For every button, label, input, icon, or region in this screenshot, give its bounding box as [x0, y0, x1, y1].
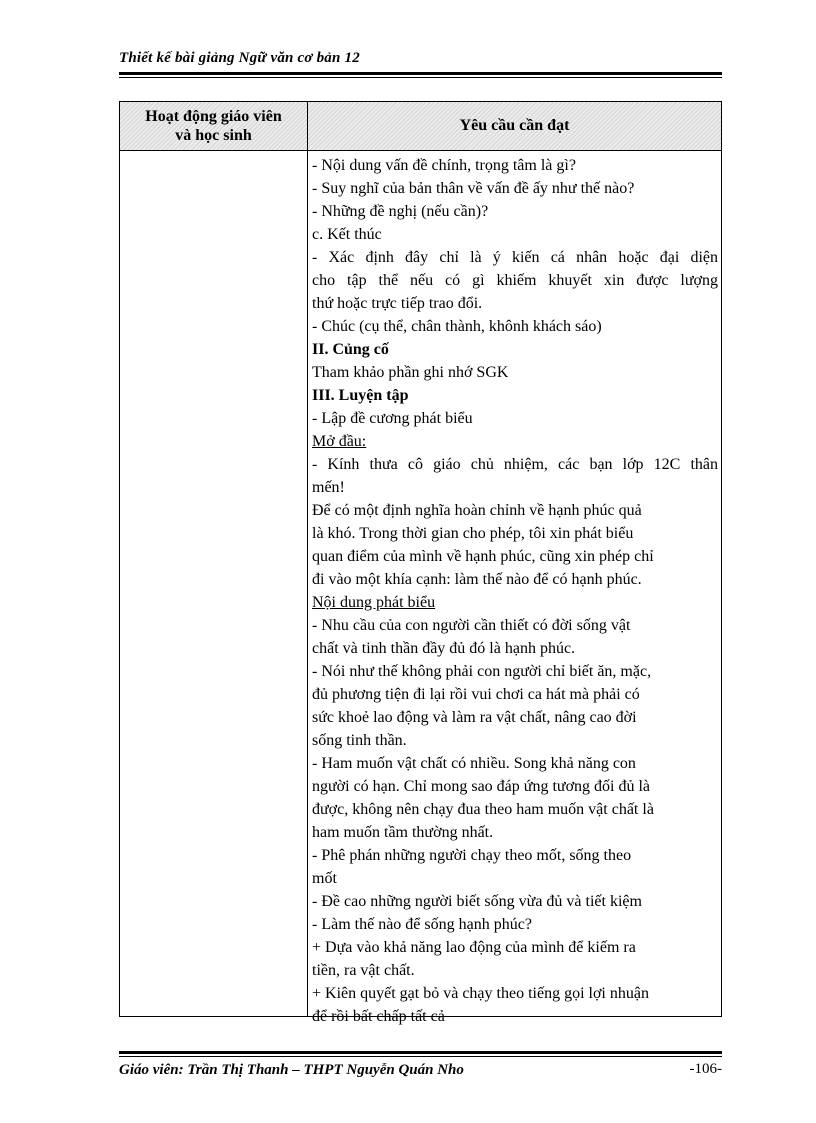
- content-line: đi vào một khía cạnh: làm thế nào để có hạnh phúc.: [312, 571, 642, 588]
- requirements-cell: [312, 154, 718, 1028]
- content-line: mến!: [312, 479, 345, 496]
- lesson-table: [119, 101, 722, 1025]
- header-cell-requirements: [308, 102, 721, 150]
- content-line: chất và tinh thần đầy đủ đó là hạnh phúc.: [312, 640, 576, 657]
- content-line: để rồi bất chấp tất cả: [312, 1008, 445, 1025]
- footer-author: Giáo viên: Trần Thị Thanh – THPT Nguyễn Quán Nho: [119, 1062, 464, 1078]
- content-line: - Phê phán những người chạy theo mốt, sống theo: [312, 847, 632, 864]
- content-line: + Dựa vào khả năng lao động của mình để kiếm ra: [312, 939, 636, 956]
- footer-rule-thin: [119, 1056, 722, 1057]
- subheading: Nội dung phát biểu: [312, 594, 436, 611]
- content-line: cho tập thể nếu có gì khiếm khuyết xin được lượng: [312, 272, 718, 289]
- content-line: - Nói như thế không phải con người chỉ biết ăn, mặc,: [312, 663, 652, 680]
- content-line: - Ham muốn vật chất có nhiều. Song khả năng con: [312, 755, 636, 772]
- content-line: - Đề cao những người biết sống vừa đủ và tiết kiệm: [312, 893, 642, 910]
- content-line: + Kiên quyết gạt bỏ và chạy theo tiếng gọi lợi nhuận: [312, 985, 649, 1002]
- content-line: - Làm thế nào để sống hạnh phúc?: [312, 916, 532, 933]
- content-line: đủ phương tiện đi lại rồi vui chơi ca hát mà phải có: [312, 686, 640, 703]
- column-divider: [307, 102, 308, 1016]
- table-header-row: [120, 102, 721, 151]
- content-line: - Kính thưa cô giáo chủ nhiệm, các bạn lớp 12C thân: [312, 456, 718, 473]
- page-header-title: Thiết kế bài giảng Ngữ văn cơ bản 12: [119, 50, 360, 66]
- content-line: - Những đề nghị (nếu cần)?: [312, 203, 489, 220]
- content-line: tiền, ra vật chất.: [312, 962, 415, 979]
- content-line: - Nhu cầu của con người cần thiết có đời sống vật: [312, 617, 631, 634]
- content-line: mốt: [312, 870, 337, 887]
- subheading: Mở đầu:: [312, 433, 367, 450]
- content-line: - Suy nghĩ của bản thân về vấn đề ấy như thế nào?: [312, 180, 635, 197]
- header-cell-teacher-student: [120, 102, 307, 150]
- footer-rule-thick: [119, 1051, 722, 1054]
- page-number: -106-: [689, 1061, 722, 1077]
- content-line: được, không nên chạy đua theo ham muốn vật chất là: [312, 801, 654, 818]
- content-line: ham muốn tầm thường nhất.: [312, 824, 494, 841]
- header-left-line-2: và học sinh: [175, 127, 252, 144]
- header-rule-thin: [119, 77, 722, 78]
- content-line: sức khoẻ lao động và làm ra vật chất, nâng cao đời: [312, 709, 637, 726]
- section-heading: II. Củng cố: [312, 341, 389, 358]
- content-line: là khó. Trong thời gian cho phép, tôi xin phát biểu: [312, 525, 634, 542]
- content-line: - Lập đề cương phát biểu: [312, 410, 473, 427]
- content-line: Để có một định nghĩa hoàn chỉnh về hạnh phúc quả: [312, 502, 642, 519]
- content-line: sống tinh thần.: [312, 732, 407, 749]
- content-line: Tham khảo phần ghi nhớ SGK: [312, 364, 509, 381]
- content-line: c. Kết thúc: [312, 226, 382, 243]
- section-heading: III. Luyện tập: [312, 387, 409, 404]
- header-rule-thick: [119, 72, 722, 75]
- content-line: - Xác định đây chỉ là ý kiến cá nhân hoặc đại diện: [312, 249, 718, 266]
- content-line: - Chúc (cụ thể, chân thành, khônh khách sáo): [312, 318, 602, 335]
- content-line: người có hạn. Chỉ mong sao đáp ứng tương đối đủ là: [312, 778, 651, 795]
- content-line: - Nội dung vấn đề chính, trọng tâm là gì?: [312, 157, 576, 174]
- header-right-label: Yêu cầu cần đạt: [459, 117, 570, 134]
- content-line: thứ hoặc trực tiếp trao đổi.: [312, 295, 483, 312]
- content-line: quan điểm của mình về hạnh phúc, cũng xin phép chỉ: [312, 548, 654, 565]
- header-left-line-1: Hoạt động giáo viên: [145, 108, 282, 125]
